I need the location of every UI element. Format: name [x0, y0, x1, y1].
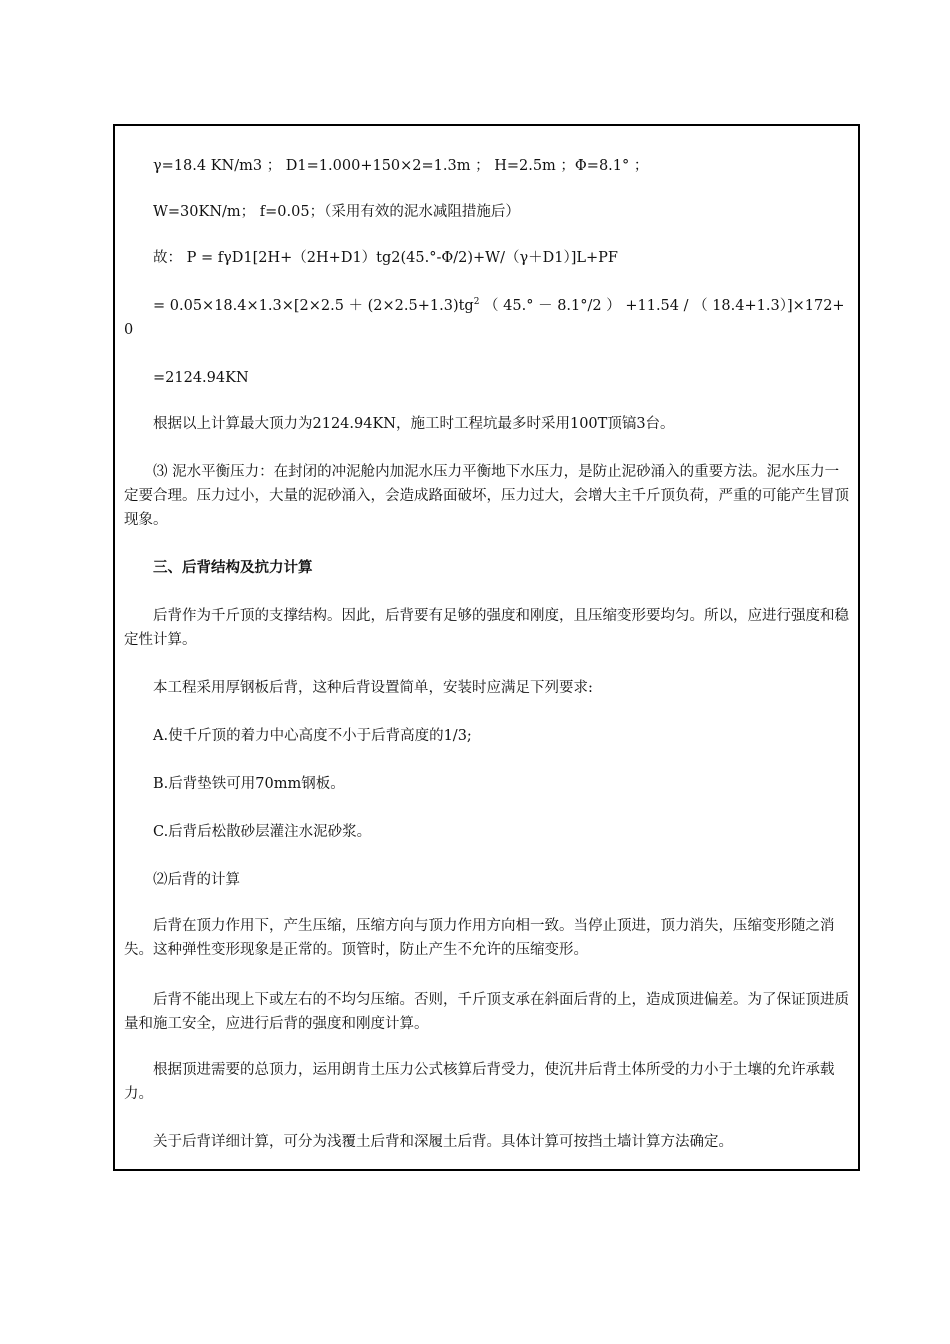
params-line-1: γ=18.4 KN/m3 ； D1=1.000+150×2=1.3m ； H=2.5m ；Φ=8.1° ； [153, 158, 649, 174]
conclusion-paragraph: 根据以上计算最大顶力为2124.94KN，施工时工程坑最多时采用100T顶镐3台。 [153, 416, 675, 432]
calculation-line [124, 294, 852, 342]
section-heading: 三、后背结构及抗力计算 [153, 560, 313, 576]
calc-part-2: （ 45.° － 8.1°/2 ） +11.54 / （ 18.4+1.3）]×172+0 [124, 298, 845, 338]
requirement-a: A.使千斤顶的着力中心高度不小于后背高度的1/3; [153, 728, 472, 744]
sub-heading: ⑵后背的计算 [153, 872, 240, 888]
document-frame [113, 124, 860, 1171]
backing-steel-paragraph: 本工程采用厚钢板后背，这种后背设置简单，安装时应满足下列要求: [153, 680, 593, 696]
result-line: =2124.94KN [153, 370, 249, 386]
calc-paragraph-2: 后背不能出现上下或左右的不均匀压缩。否则，千斤顶支承在斜面后背的上，造成顶进偏差。为了保证顶进质量和施工安全，应进行后背的强度和刚度计算。 [124, 992, 849, 1032]
backing-intro-paragraph: 后背作为千斤顶的支撑结构。因此，后背要有足够的强度和刚度，且压缩变形要均匀。所以，应进行强度和稳定性计算。 [124, 608, 849, 648]
calc-paragraph-3: 根据顶进需要的总顶力，运用朗肯土压力公式核算后背受力，使沉井后背土体所受的力小于土壤的允许承载力。 [124, 1062, 835, 1102]
slurry-balance-paragraph: ⑶ 泥水平衡压力：在封闭的冲泥舱内加泥水压力平衡地下水压力，是防止泥砂涌入的重要方法。泥水压力一定要合理。压力过小，大量的泥砂涌入，会造成路面破坏，压力过大，会增大主千斤顶负荷，严重的可能产生冒顶现象。 [124, 464, 849, 528]
requirement-c: C.后背后松散砂层灌注水泥砂浆。 [153, 824, 372, 840]
requirement-b: B.后背垫铁可用70mm钢板。 [153, 776, 345, 792]
calc-superscript: 2 [473, 297, 480, 308]
formula-line: 故： P = fγD1[2H+（2H+D1）tg2(45.°-Φ/2)+W/（γ＋D1）]L+PF [153, 250, 618, 266]
calc-paragraph-4: 关于后背详细计算，可分为浅覆土后背和深履土后背。具体计算可按挡土墙计算方法确定。 [153, 1134, 733, 1150]
calc-paragraph-1: 后背在顶力作用下，产生压缩，压缩方向与顶力作用方向相一致。当停止顶进，顶力消失，压缩变形随之消失。这种弹性变形现象是正常的。顶管时，防止产生不允许的压缩变形。 [124, 918, 835, 958]
calc-part-1: = 0.05×18.4×1.3×[2×2.5 ＋ (2×2.5+1.3)tg [153, 298, 474, 314]
params-line-2: W=30KN/m； f=0.05；（采用有效的泥水减阻措施后） [153, 204, 520, 220]
